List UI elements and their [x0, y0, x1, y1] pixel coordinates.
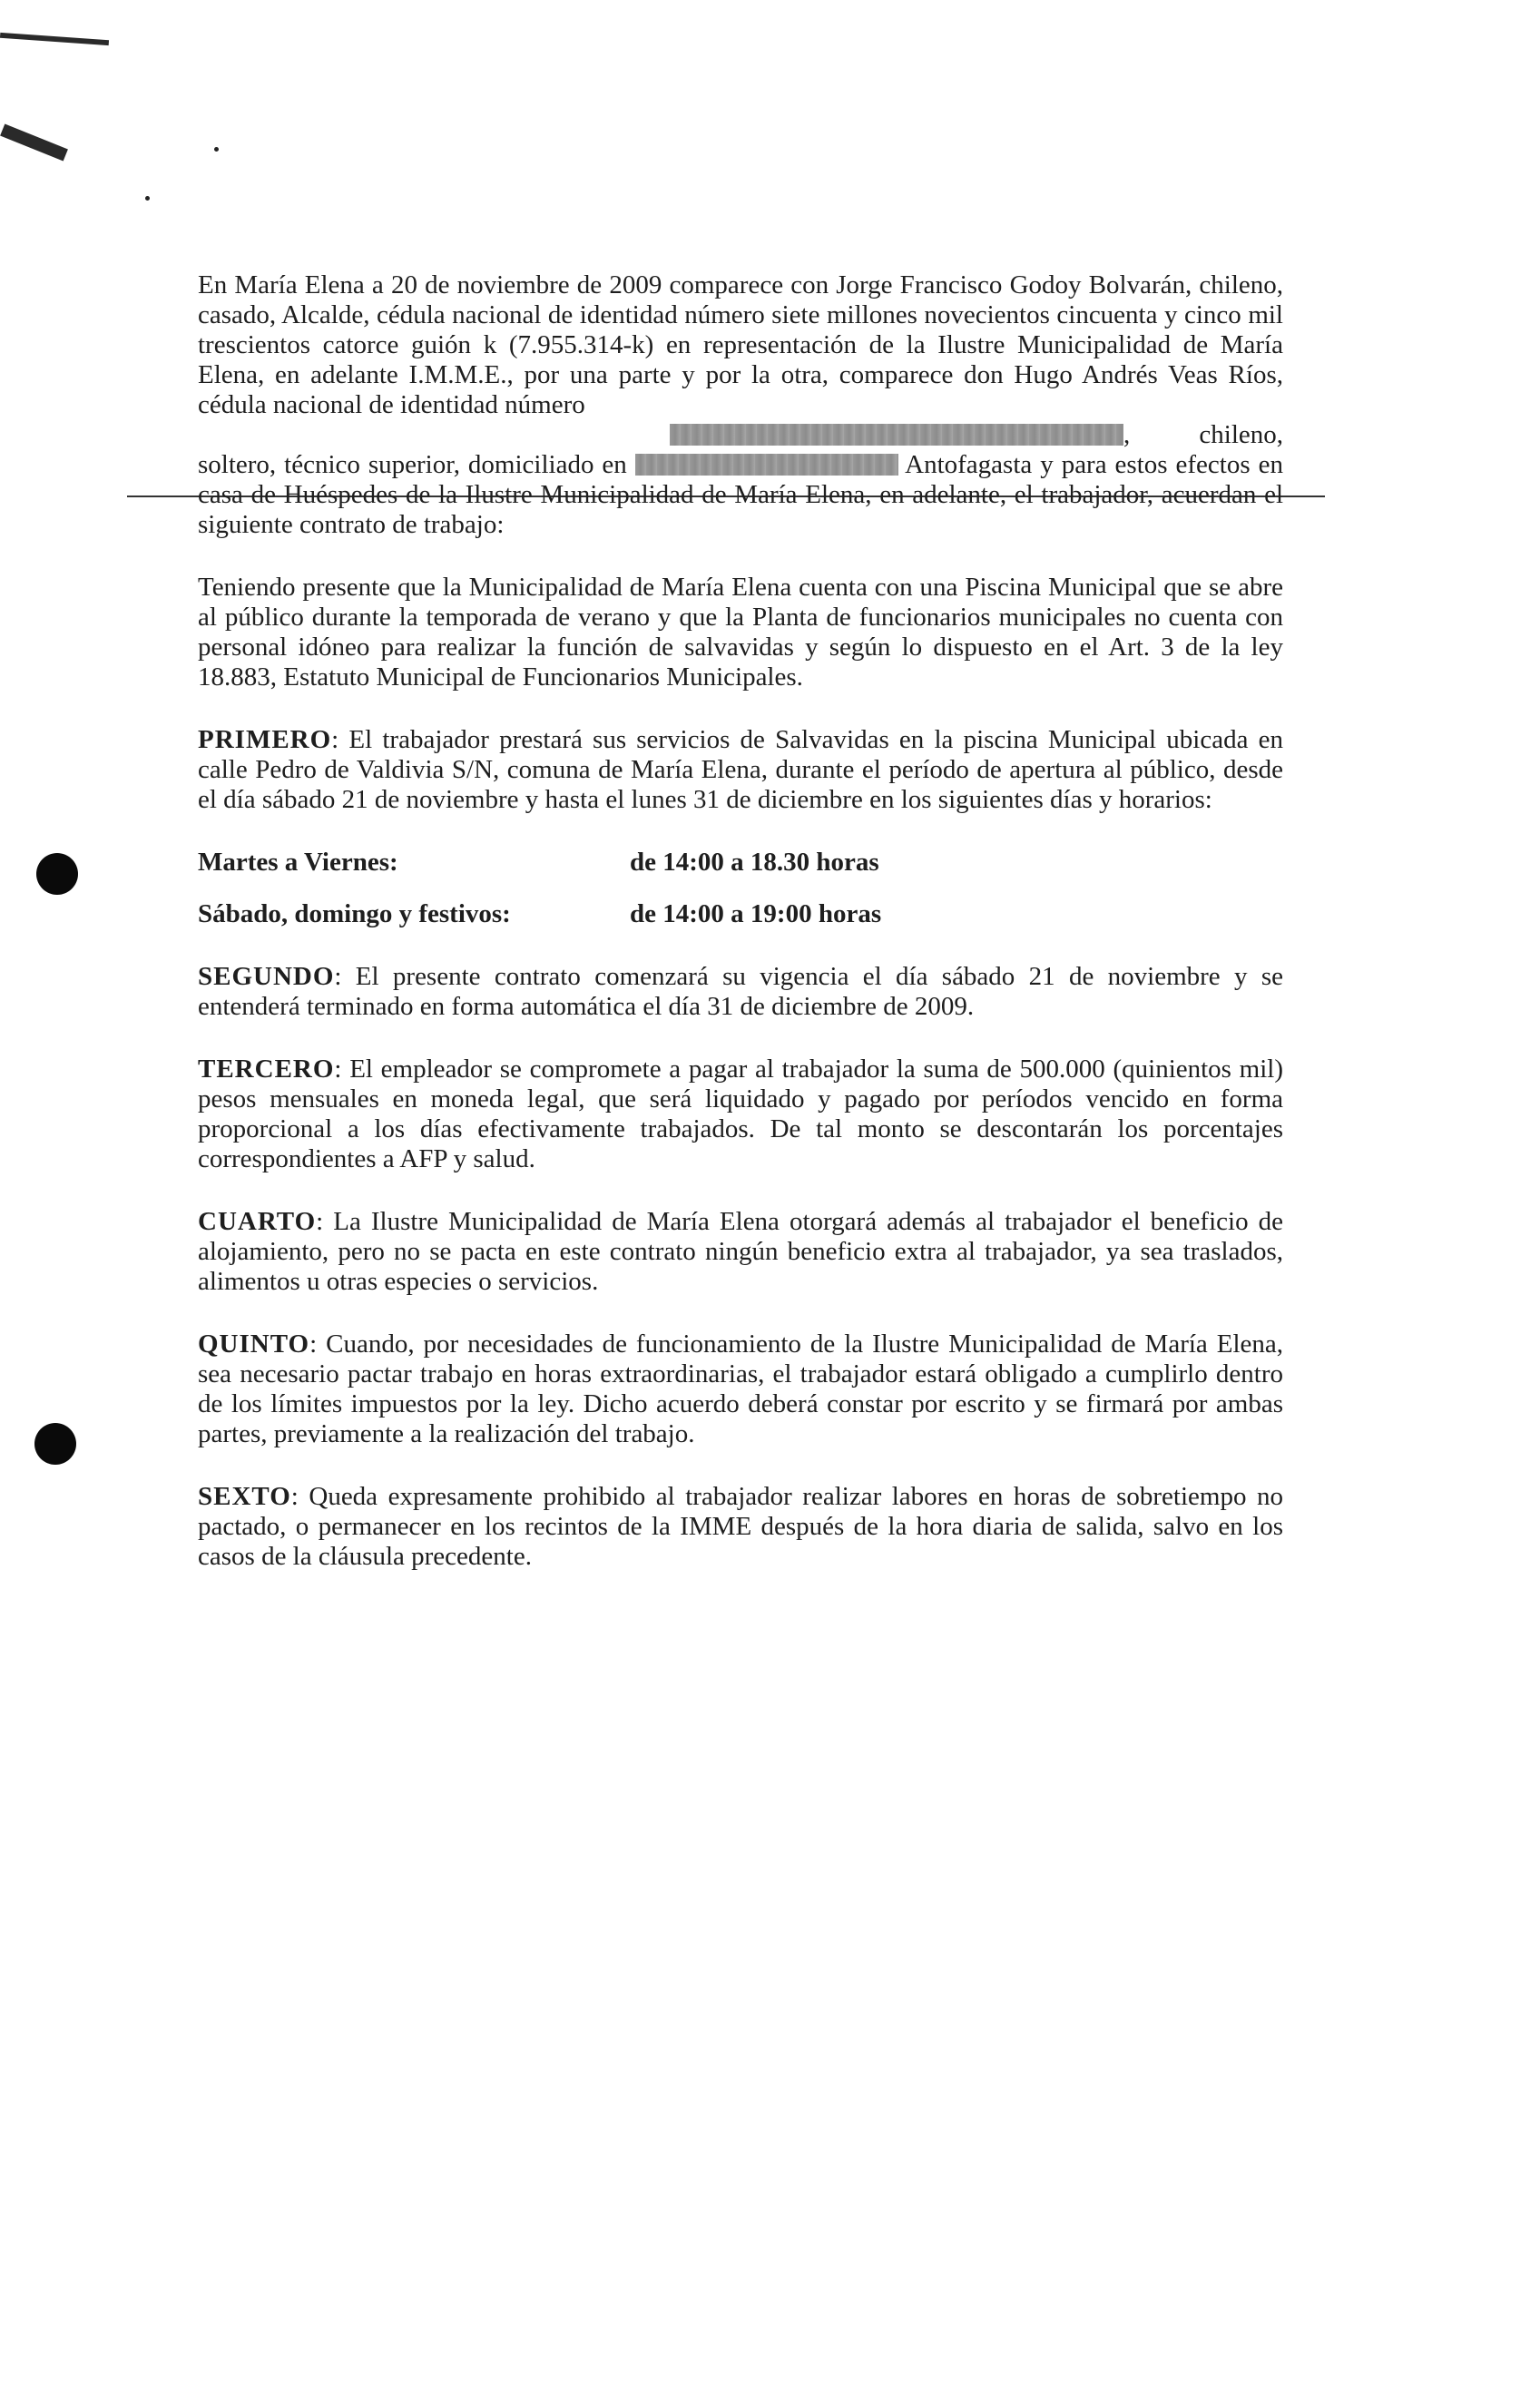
schedule-day: Sábado, domingo y festivos:: [198, 899, 511, 928]
clause-text: : La Ilustre Municipalidad de María Elena otorgará además al trabajador el beneficio de alojamiento, pero no se pacta en este contrato ningún beneficio extra al trabajador, ya sea traslados, alimentos u otras especies o servicios.: [198, 1207, 1283, 1296]
clause-sexto: [198, 1482, 1283, 1572]
schedule-hours: de 14:00 a 19:00 horas: [630, 899, 882, 928]
intro-paragraph: [198, 270, 1283, 540]
scan-speck: [214, 147, 219, 152]
clause-title: SEXTO: [198, 1482, 291, 1511]
clause-text: : Cuando, por necesidades de funcionamiento de la Ilustre Municipalidad de María Elena, sea necesario pactar trabajo en horas extraordinarias, el trabajador estará obligado a cumplirlo dentro de los límites impuestos por la ley. Dicho acuerdo deberá constar por escrito y se firmará por ambas partes, previamente a la realización del trabajo.: [198, 1329, 1283, 1448]
scan-artifact-top-left: [0, 33, 109, 45]
intro-text-2: , chileno, soltero, técnico superior, domiciliado en: [198, 420, 1283, 479]
punch-hole-top: [36, 853, 78, 895]
scan-artifact-corner: [0, 123, 68, 161]
clause-text: : El trabajador prestará sus servicios de Salvavidas en la piscina Municipal ubicada en calle Pedro de Valdivia S/N, comuna de María Elena, durante el período de apertura al público, desde el día sábado 21 de noviembre y hasta el lunes 31 de diciembre en los siguientes días y horarios:: [198, 725, 1283, 814]
clause-text: : El empleador se compromete a pagar al trabajador la suma de 500.000 (quinientos mil) pesos mensuales en moneda legal, que será liquidado y pagado por períodos vencido en forma proporcional a los días efectivamente trabajados. De tal monto se descontarán los porcentajes correspondientes a AFP y salud.: [198, 1055, 1283, 1173]
schedule-row: [198, 899, 1283, 929]
schedule-row: [198, 848, 1283, 878]
schedule-table: [198, 848, 1283, 929]
scan-speck: [145, 196, 150, 201]
intro-text-3: Antofagasta y para estos efectos en casa de Huéspedes de la Ilustre Municipalidad de María Elena, en adelante, el trabajador, acuerdan el siguiente contrato de trabajo:: [198, 450, 1283, 539]
schedule-hours: de 14:00 a 18.30 horas: [630, 848, 879, 877]
punch-hole-bottom: [34, 1423, 76, 1465]
clause-title: TERCERO: [198, 1055, 335, 1084]
preamble-paragraph: Teniendo presente que la Municipalidad de María Elena cuenta con una Piscina Municipal que se abre al público durante la temporada de verano y que la Planta de funcionarios municipales no cuenta con personal idóneo para realizar la función de salvavidas y según lo dispuesto en el Art. 3 de la ley 18.883, Estatuto Municipal de Funcionarios Municipales.: [198, 573, 1283, 692]
clause-segundo: [198, 962, 1283, 1022]
redacted-id-number: [670, 424, 1123, 446]
clause-quinto: [198, 1329, 1283, 1449]
clause-tercero: [198, 1055, 1283, 1174]
clause-title: SEGUNDO: [198, 962, 335, 991]
clause-title: QUINTO: [198, 1329, 310, 1359]
clause-text: : Queda expresamente prohibido al trabajador realizar labores en horas de sobretiempo no pactado, o permanecer en los recintos de la IMME después de la hora diaria de salida, salvo en los casos de la cláusula precedente.: [198, 1482, 1283, 1571]
schedule-day: Martes a Viernes:: [198, 848, 398, 877]
contract-document: [198, 270, 1283, 1604]
clause-text: : El presente contrato comenzará su vigencia el día sábado 21 de noviembre y se entenderá terminado en forma automática el día 31 de diciembre de 2009.: [198, 962, 1283, 1021]
clause-cuarto: [198, 1207, 1283, 1297]
clause-primero: [198, 725, 1283, 815]
redacted-address: [635, 454, 898, 476]
intro-text-1: En María Elena a 20 de noviembre de 2009 comparece con Jorge Francisco Godoy Bolvarán, chileno, casado, Alcalde, cédula nacional de identidad número siete millones novecientos cincuenta y cinco mil trescientos catorce guión k (7.955.314-k) en representación de la Ilustre Municipalidad de María Elena, en adelante I.M.M.E., por una parte y por la otra, comparece don Hugo Andrés Veas Ríos, cédula nacional de identidad número: [198, 270, 1283, 419]
clause-title: CUARTO: [198, 1207, 317, 1236]
clause-title: PRIMERO: [198, 725, 332, 754]
